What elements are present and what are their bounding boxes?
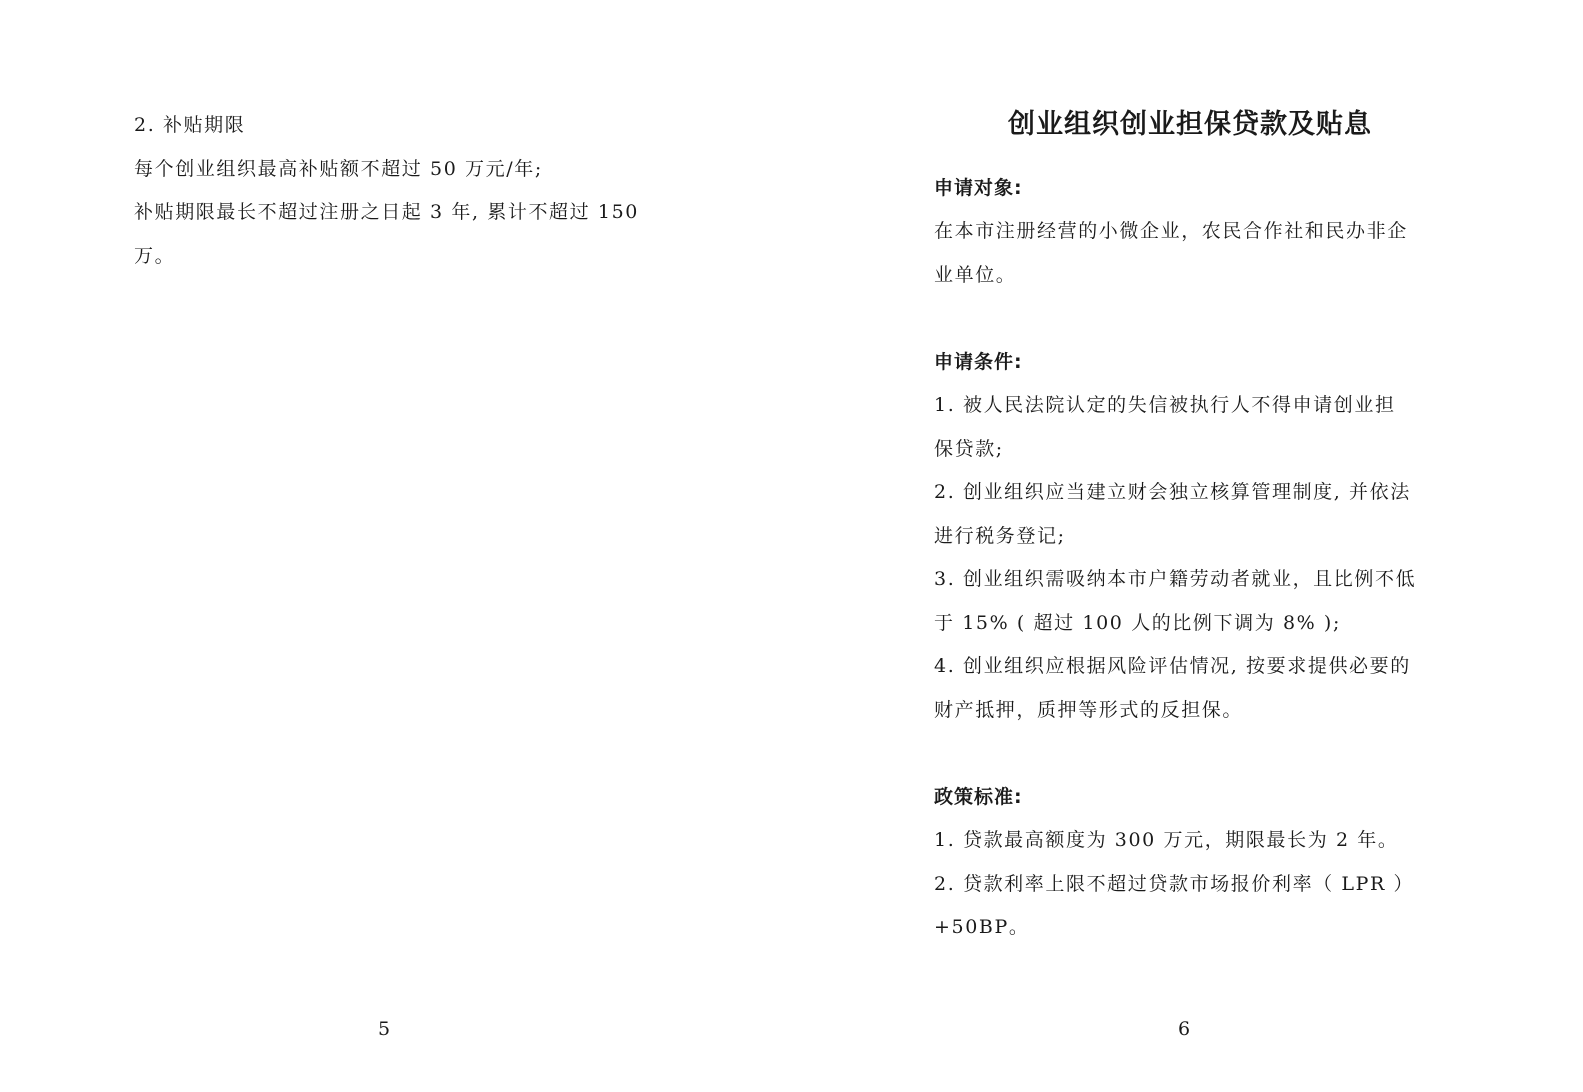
- condition-line: 保贷款;: [934, 438, 1004, 460]
- subsidy-period-item: 2. 补贴期限: [134, 114, 246, 136]
- section-heading-applicant: 申请对象:: [934, 177, 1023, 199]
- condition-line: 3. 创业组织需吸纳本市户籍劳动者就业，且比例不低: [934, 568, 1417, 590]
- subsidy-duration-line-cont: 万。: [134, 245, 176, 267]
- page-number-right: 6: [1177, 1018, 1191, 1040]
- right-page: [791, 0, 1583, 1092]
- policy-line: +50BP。: [934, 916, 1030, 938]
- condition-line: 进行税务登记;: [934, 525, 1066, 547]
- max-subsidy-line: 每个创业组织最高补贴额不超过 50 万元/年;: [134, 158, 543, 180]
- page-number-left: 5: [377, 1018, 391, 1040]
- condition-line: 于 15% ( 超过 100 人的比例下调为 8% );: [934, 612, 1341, 634]
- section-heading-policy: 政策标准:: [934, 786, 1023, 808]
- document-title: 创业组织创业担保贷款及贴息: [1008, 109, 1372, 140]
- subsidy-duration-line: 补贴期限最长不超过注册之日起 3 年, 累计不超过 150: [134, 201, 639, 223]
- condition-line: 1. 被人民法院认定的失信被执行人不得申请创业担: [934, 394, 1396, 416]
- section-heading-conditions: 申请条件:: [934, 351, 1023, 373]
- condition-line: 4. 创业组织应根据风险评估情况, 按要求提供必要的: [934, 655, 1411, 677]
- policy-line: 1. 贷款最高额度为 300 万元，期限最长为 2 年。: [934, 829, 1399, 851]
- condition-line: 财产抵押，质押等形式的反担保。: [934, 699, 1244, 721]
- left-page: [0, 0, 791, 1092]
- applicant-line: 在本市注册经营的小微企业，农民合作社和民办非企: [934, 220, 1408, 242]
- applicant-line: 业单位。: [934, 264, 1017, 286]
- policy-line: 2. 贷款利率上限不超过贷款市场报价利率（ LPR ）: [934, 873, 1415, 895]
- condition-line: 2. 创业组织应当建立财会独立核算管理制度, 并依法: [934, 481, 1411, 503]
